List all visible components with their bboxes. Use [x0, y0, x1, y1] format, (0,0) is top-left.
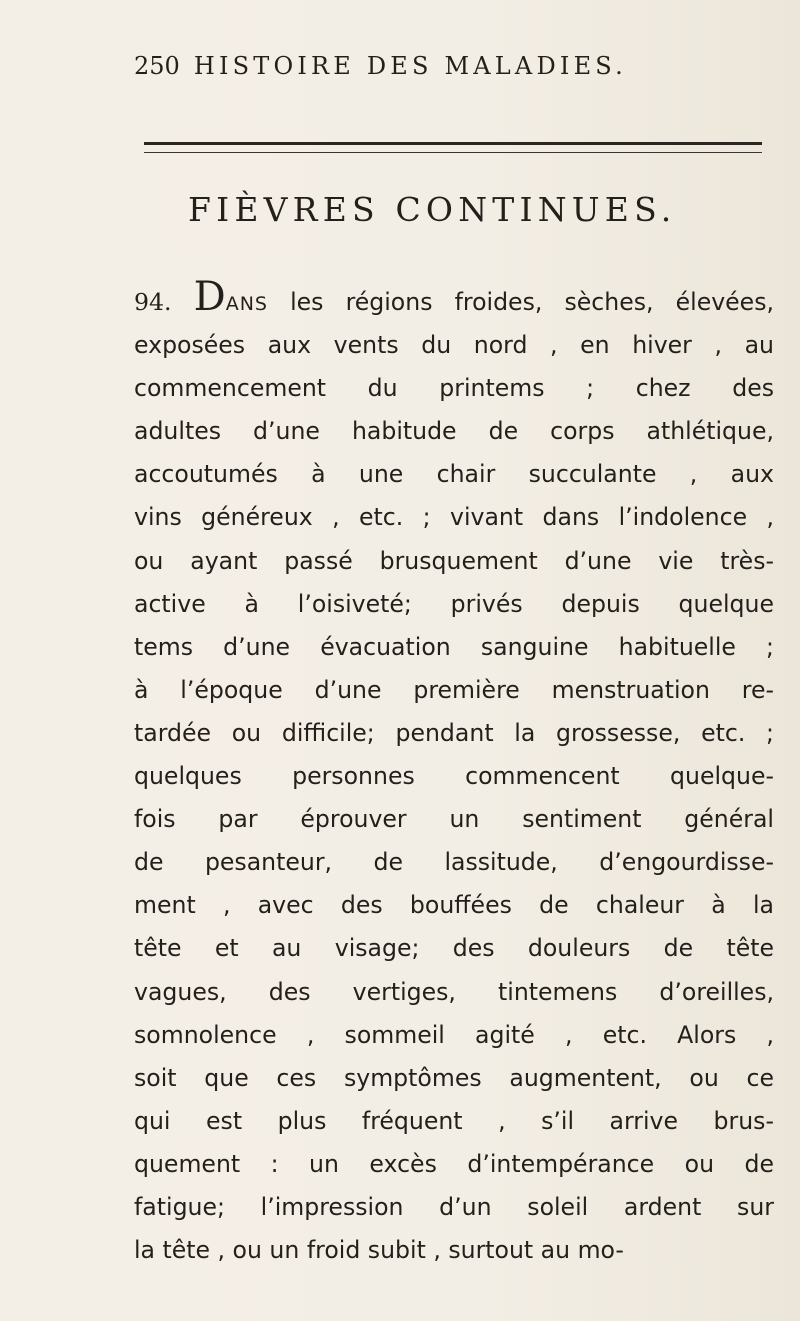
page-number: 250 [134, 52, 180, 80]
text-line: fatigue; l’impression d’un soleil ardent sur [134, 1192, 774, 1221]
opening-word: ANS [225, 293, 268, 315]
text-line: commencement du printems ; chez des [134, 374, 774, 403]
text-line: vins généreux , etc. ; vivant dans l’indolence , [134, 503, 774, 532]
text-line: exposées aux vents du nord , en hiver , au [134, 331, 774, 360]
paragraph-94 [134, 274, 774, 1272]
paragraph-number: 94. [134, 288, 172, 316]
text-line [134, 274, 774, 324]
text-line: la tête , ou un froid subit , surtout au mo- [134, 1236, 624, 1265]
line-1-text: les régions froides, sèches, élevées, [268, 288, 774, 316]
text-line: à l’époque d’une première menstruation re- [134, 675, 774, 704]
header-rule-thick [144, 142, 762, 145]
header-rule-thin [144, 152, 762, 153]
text-line: ment , avec des bouffées de chaleur à la [134, 891, 774, 920]
drop-cap: D [193, 274, 226, 320]
text-line: tête et au visage; des douleurs de tête [134, 934, 774, 963]
text-line: active à l’oisiveté; privés depuis quelque [134, 589, 774, 618]
text-line: qui est plus fréquent , s’il arrive brus- [134, 1106, 774, 1135]
text-line: fois par éprouver un sentiment général [134, 805, 774, 834]
text-line: adultes d’une habitude de corps athlétique, [134, 417, 774, 446]
text-line: tems d’une évacuation sanguine habituelle ; [134, 632, 774, 661]
running-title: HISTOIRE DES MALADIES. [193, 52, 627, 80]
text-line: accoutumés à une chair succulante , aux [134, 460, 774, 489]
text-line: ou ayant passé brusquement d’une vie très- [134, 546, 774, 575]
text-line: quement : un excès d’intempérance ou de [134, 1149, 774, 1178]
running-header [134, 52, 627, 80]
text-line: soit que ces symptômes augmentent, ou ce [134, 1063, 774, 1092]
text-line: tardée ou difficile; pendant la grossesse, etc. ; [134, 718, 774, 747]
text-line: somnolence , sommeil agité , etc. Alors , [134, 1020, 774, 1049]
section-title: FIÈVRES CONTINUES. [188, 190, 677, 229]
text-line: quelques personnes commencent quelque- [134, 762, 774, 791]
text-line: de pesanteur, de lassitude, d’engourdisse- [134, 848, 774, 877]
text-line: vagues, des vertiges, tintemens d’oreilles, [134, 977, 774, 1006]
